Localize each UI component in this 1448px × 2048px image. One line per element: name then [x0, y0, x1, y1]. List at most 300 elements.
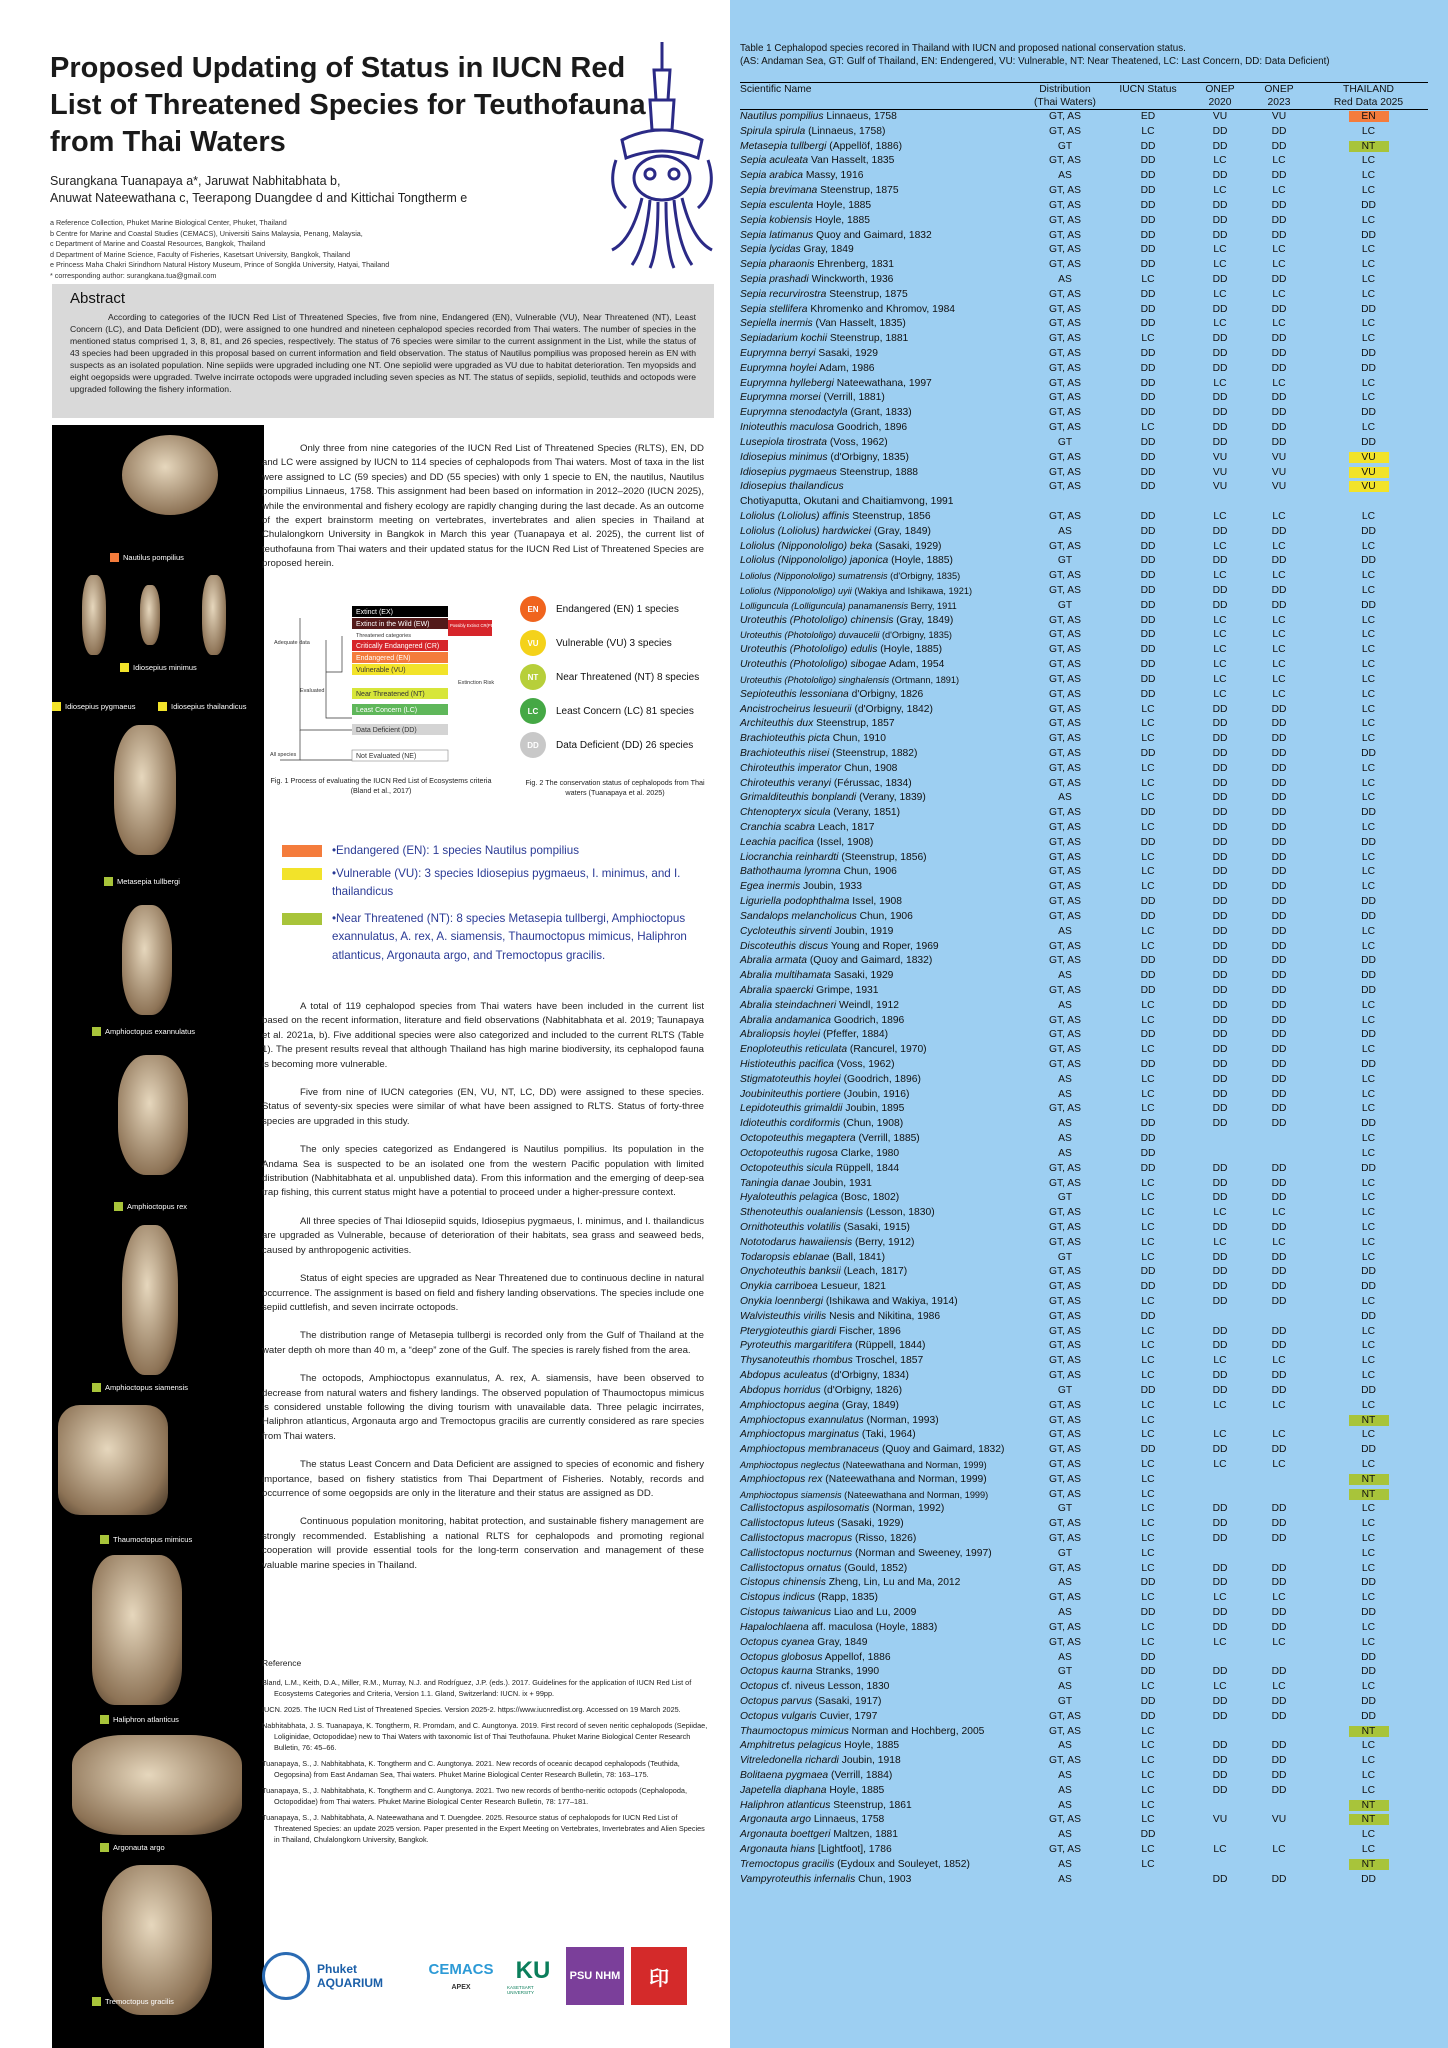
photo-argonauta [72, 1735, 242, 1835]
table-row [740, 717, 1428, 732]
thailand-status-cell: LC [1361, 585, 1376, 596]
distribution-cell: GT, AS [1048, 1458, 1082, 1470]
species-name: Sepia esculenta Hoyle, 1885 [740, 199, 872, 211]
onep-2020-cell: DD [1212, 1607, 1228, 1619]
iucn-status-cell: DD [1140, 303, 1156, 315]
species-name: Uroteuthis (Photololigo) singhalensis (Ortmann, 1891) [740, 674, 960, 685]
photo-caption: Idiosepius minimus [120, 663, 197, 672]
photo-nautilus [122, 435, 218, 515]
partner-logos [262, 1944, 712, 2008]
onep-2020-cell [1191, 1488, 1249, 1503]
photo-metasepia [114, 725, 176, 855]
col-header-onep2020: ONEP [1191, 83, 1249, 97]
distribution-cell: AS [1058, 1133, 1072, 1145]
table-abbreviations: (AS: Andaman Sea, GT: Gulf of Thailand, EN: Endengered, VU: Vulnerable, NT: Near Theatened, LC: Last Concern, DD: Data Deficient) [740, 56, 1330, 67]
col-header-thailand: THAILAND [1309, 83, 1428, 97]
thailand-status-cell: DD [1361, 525, 1376, 537]
onep-2020-cell: DD [1212, 970, 1228, 982]
distribution-cell: GT, AS [1048, 244, 1082, 256]
iucn-status-cell: DD [1140, 747, 1156, 759]
distribution-cell: GT, AS [1048, 747, 1082, 759]
distribution-cell: GT, AS [1048, 984, 1082, 996]
onep-2023-cell: LC [1272, 688, 1286, 700]
distribution-cell: AS [1058, 1770, 1072, 1781]
onep-2020-cell: LC [1213, 644, 1227, 656]
species-name: Stigmatoteuthis hoylei (Goodrich, 1896) [740, 1073, 921, 1085]
table-row [740, 806, 1428, 821]
onep-2023-cell [1249, 1547, 1309, 1562]
table-row [740, 1488, 1428, 1503]
onep-2023-cell: DD [1271, 348, 1287, 359]
table-row [740, 1325, 1428, 1340]
figure-1-iucn-process [270, 600, 520, 776]
onep-2023-cell: LC [1272, 1355, 1286, 1367]
reference-item: IUCN. 2025. The IUCN Red List of Threatened Species. Version 2025-2. https://www.iucnredlist.org. Accessed on 19 March 2025. [262, 1705, 681, 1714]
summary-nt: •Near Threatened (NT): 8 species Metasepia tullbergi, Amphioctopus exannulatus, A. rex, A. siamensis, Thaumoctopus mimicus, Haliphron atlanticus, Argonauta argo, and Tremoctopus gracilis. [332, 911, 687, 962]
onep-2020-cell: DD [1212, 273, 1228, 285]
iucn-status-cell: LC [1141, 1044, 1155, 1056]
distribution-cell: GT [1057, 1251, 1073, 1263]
species-name: Octopus cf. niveus Lesson, 1830 [740, 1681, 890, 1693]
status-summary [282, 842, 712, 965]
onep-2023-cell: DD [1271, 1103, 1287, 1115]
onep-2023-cell: DD [1271, 1740, 1287, 1752]
thailand-status-cell: DD [1361, 896, 1376, 908]
onep-2023-cell: DD [1271, 703, 1287, 715]
iucn-status-cell: DD [1140, 1310, 1156, 1322]
onep-2020-cell: DD [1212, 1251, 1228, 1263]
onep-2023-cell: DD [1271, 140, 1287, 152]
thailand-status-cell: LC [1361, 1207, 1376, 1219]
thailand-status-cell: DD [1361, 229, 1376, 241]
table-row [740, 703, 1428, 718]
photo-amphioctopus-siamensis [122, 1225, 178, 1375]
thailand-status-cell: LC [1361, 866, 1376, 878]
iucn-status-cell: DD [1140, 244, 1156, 256]
distribution-cell: GT, AS [1048, 673, 1082, 685]
affiliations: a Reference Collection, Phuket Marine Biological Center, Phuket, Thailand b Centre for Marine and Coastal Studies (CEMACS), Universiti Sains Malaysia, Penang, Malaysia, c Department of Marine and Coastal Resources, Bangkok, Thailand d Department of Marine Science, Faculty of Fisheries, Kasetsart University, Bangkok, Thailand e Princess Maha Chakri Sirindhorn Natural History Museum, Prince of Songkla University, Hatyai, Thailand * corresponding author: surangkana.tua@gmail.com [50, 218, 390, 280]
reference-item: Bland, L.M., Keith, D.A., Miller, R.M., Murray, N.J. and Rodríguez, J.P. (eds.). 2017. Guidelines for the application of IUCN Red List of Ecosystems Categories and Criteria, Version 1.1. Gland, Switzerland: IUCN. ix + 99pp. [262, 1678, 692, 1698]
onep-2020-cell [1191, 1547, 1249, 1562]
iucn-status-cell: LC [1141, 1473, 1155, 1485]
onep-2020-cell [1191, 1310, 1249, 1325]
distribution-cell: GT, AS [1048, 1221, 1082, 1233]
paragraph: Continuous population monitoring, habitat protection, and sustainable fishery management are strongly recommended. Establishing a national RLTS for cephalopods and promoting regional cooperation will provide essential tools for the long-term conservation and management of these valuable marine species in Thailand. [262, 1516, 704, 1571]
distribution-cell: GT, AS [1048, 1103, 1082, 1115]
box-dd: Data Deficient (DD) [356, 727, 417, 734]
iucn-status-cell: DD [1140, 555, 1156, 567]
onep-2020-cell: LC [1213, 659, 1227, 671]
species-name: Nautilus pompilius Linnaeus, 1758 [740, 111, 897, 122]
onep-2020-cell: DD [1212, 896, 1228, 908]
iucn-status-cell: DD [1140, 229, 1156, 241]
col-header-iucn: IUCN Status [1105, 83, 1191, 97]
onep-2020-cell: LC [1213, 540, 1227, 552]
thailand-status-cell: LC [1361, 1251, 1376, 1263]
distribution-cell: GT, AS [1048, 155, 1082, 167]
iucn-status-cell: DD [1140, 1281, 1156, 1293]
onep-2020-cell: LC [1213, 244, 1227, 256]
table-row [740, 984, 1428, 999]
iucn-status-cell: LC [1141, 1177, 1155, 1189]
distribution-cell: GT, AS [1048, 1533, 1082, 1544]
onep-2023-cell [1249, 1828, 1309, 1843]
thailand-status-cell: LC [1361, 1399, 1376, 1411]
distribution-cell: AS [1058, 1088, 1072, 1100]
legend-dd: DD Data Deficient (DD) 26 species [520, 728, 708, 762]
species-name: Sepia stellifera Khromenko and Khromov, 1984 [740, 303, 956, 315]
page-title: Proposed Updating of Status in IUCN Red List of Threatened Species for Teuthofauna from Thai Waters [50, 52, 646, 158]
distribution-cell: GT, AS [1048, 733, 1082, 745]
species-name: Octopus parvus (Sasaki, 1917) [740, 1695, 882, 1707]
onep-2020-cell: DD [1212, 1073, 1228, 1085]
table-row [740, 436, 1428, 451]
box-cr: Critically Endangered (CR) [356, 643, 440, 650]
thai-emblem-logo [602, 40, 722, 272]
reference-item: Nabhitabhata, J. S. Tuanapaya, K. Tongtherm, R. Promdam, and C. Aungtonya. 2019. First record of seven neritic cephalopods (Sepiidae, Loliginidae, Octopodidae) new to Thai Waters with taxonomic list of Thai Teuthofauna. Phuket Marine Biological Center Research Bulletin, 76: 45–66. [262, 1721, 708, 1752]
onep-2020-cell: LC [1213, 570, 1227, 582]
iucn-status-cell: DD [1140, 288, 1156, 300]
table-row [740, 1710, 1428, 1725]
table-row [740, 421, 1428, 436]
species-name: Sepia arabica Massy, 1916 [740, 170, 864, 182]
onep-2020-cell: DD [1212, 703, 1228, 715]
thailand-status-cell: DD [1361, 1310, 1376, 1322]
onep-2020-cell: DD [1212, 1325, 1228, 1337]
distribution-cell: GT, AS [1048, 392, 1082, 404]
iucn-status-cell: DD [1140, 688, 1156, 700]
distribution-cell: GT [1057, 1695, 1073, 1707]
photo-thaumoctopus [58, 1405, 168, 1515]
thailand-status-cell: DD [1361, 1118, 1376, 1130]
distribution-cell: GT, AS [1048, 1710, 1082, 1722]
distribution-cell: GT, AS [1048, 1296, 1082, 1307]
onep-2023-cell: LC [1272, 1399, 1286, 1411]
species-name: Histioteuthis pacifica (Voss, 1962) [740, 1059, 895, 1070]
thailand-status-cell: DD [1361, 1666, 1376, 1678]
distribution-cell: GT, AS [1048, 1725, 1082, 1737]
onep-2023-cell: DD [1271, 1325, 1287, 1337]
onep-2020-cell: LC [1213, 629, 1227, 641]
species-name: Chiroteuthis imperator Chun, 1908 [740, 762, 898, 774]
thailand-status-cell: LC [1361, 273, 1376, 285]
distribution-cell: GT, AS [1048, 777, 1082, 789]
table-row [740, 599, 1428, 614]
thailand-status-cell: LC [1361, 1355, 1376, 1367]
onep-2023-cell: DD [1271, 792, 1287, 804]
onep-2020-cell: DD [1212, 140, 1228, 152]
species-name: Cycloteuthis sirventi Joubin, 1919 [740, 925, 894, 937]
distribution-cell: GT, AS [1048, 570, 1082, 582]
photo-caption: Haliphron atlanticus [100, 1715, 179, 1724]
thailand-status-cell: VU [1309, 466, 1428, 481]
onep-2020-cell: DD [1212, 747, 1228, 759]
table-row [740, 1310, 1428, 1325]
onep-2020-cell: DD [1212, 881, 1228, 893]
iucn-status-cell: LC [1141, 1592, 1155, 1604]
species-name: Onykia loennbergi (Ishikawa and Wakiya, 1914) [740, 1296, 958, 1307]
iucn-status-cell: DD [1140, 170, 1156, 182]
species-name: Cistopus chinensis Zheng, Lin, Lu and Ma, 2012 [740, 1577, 961, 1589]
col-header-name: Scientific Name [740, 83, 1025, 97]
distribution-cell: GT, AS [1048, 1059, 1082, 1070]
table-row [740, 1813, 1428, 1828]
onep-2023-cell [1249, 495, 1309, 510]
iucn-status-cell: LC [1141, 1725, 1155, 1737]
species-name: Pyroteuthis margaritifera (Rüppell, 1844) [740, 1340, 926, 1352]
distribution-cell: GT, AS [1048, 1207, 1082, 1219]
psu-nhm-logo: PSU NHM [566, 1947, 624, 2005]
onep-2020-cell: DD [1212, 1770, 1228, 1781]
onep-2020-cell: DD [1212, 1755, 1228, 1767]
onep-2020-cell: LC [1213, 1636, 1227, 1648]
iucn-status-cell: LC [1141, 1251, 1155, 1263]
species-name: Loliolus (Nipponololigo) beka (Sasaki, 1929) [740, 540, 942, 552]
distribution-cell: GT, AS [1048, 407, 1082, 419]
table-row [740, 584, 1428, 599]
iucn-status-cell: DD [1140, 1607, 1156, 1619]
species-name: Abraliopsis hoylei (Pfeffer, 1884) [740, 1029, 889, 1041]
iucn-status-cell: DD [1140, 970, 1156, 982]
iucn-status-cell: DD [1140, 1162, 1156, 1174]
iucn-status-cell: DD [1140, 510, 1156, 522]
onep-2023-cell: LC [1272, 510, 1286, 522]
distribution-cell: GT, AS [1048, 1266, 1082, 1278]
thailand-status-cell: DD [1361, 1577, 1376, 1589]
thailand-status-cell: LC [1361, 1621, 1376, 1633]
iucn-status-cell: DD [1140, 525, 1156, 537]
thailand-status-cell: LC [1361, 1044, 1376, 1056]
iucn-status-cell: LC [1141, 1296, 1155, 1307]
distribution-cell: GT, AS [1048, 1844, 1082, 1856]
table-row [740, 525, 1428, 540]
table-row [740, 1739, 1428, 1754]
thailand-status-cell: NT [1309, 1473, 1428, 1488]
onep-2023-cell: DD [1271, 910, 1287, 922]
thailand-status-cell: LC [1361, 940, 1376, 952]
onep-2020-cell: DD [1212, 851, 1228, 863]
box-extinct-wild: Extinct in the Wild (EW) [356, 621, 430, 628]
thailand-status-cell: LC [1361, 1296, 1376, 1307]
onep-2023-cell: LC [1272, 1592, 1286, 1604]
onep-2020-cell: DD [1212, 1784, 1228, 1796]
iucn-status-cell: DD [1140, 1147, 1156, 1159]
distribution-cell: AS [1058, 1829, 1072, 1841]
distribution-cell: AS [1058, 1118, 1072, 1130]
iucn-status-cell: DD [1140, 199, 1156, 211]
onep-2023-cell: LC [1272, 1636, 1286, 1648]
box-nt: Near Threatened (NT) [356, 691, 425, 698]
thailand-status-cell: LC [1361, 510, 1376, 522]
distribution-cell: GT, AS [1048, 1340, 1082, 1352]
species-name: Loliolus (Loliolus) hardwickei (Gray, 1849) [740, 525, 931, 537]
table-row [740, 362, 1428, 377]
threatened-label: Threatened categories [356, 633, 412, 639]
species-name: Euprymna berryi Sasaki, 1929 [740, 348, 878, 359]
distribution-cell: GT, AS [1048, 422, 1082, 434]
onep-2023-cell: LC [1272, 644, 1286, 656]
table-row [740, 777, 1428, 792]
iucn-status-cell: DD [1140, 896, 1156, 908]
iucn-status-cell: LC [1141, 762, 1155, 774]
onep-2023-cell: DD [1271, 229, 1287, 241]
thailand-status-cell: DD [1361, 807, 1376, 819]
onep-2020-cell: LC [1213, 1681, 1227, 1693]
thailand-status-cell: DD [1361, 1651, 1376, 1663]
species-name: Callistoctopus macropus (Risso, 1826) [740, 1533, 917, 1544]
onep-2020-cell [1191, 1147, 1249, 1162]
table-row [740, 1414, 1428, 1429]
thailand-status-cell: LC [1361, 762, 1376, 774]
onep-2023-cell: DD [1271, 1221, 1287, 1233]
distribution-cell: GT, AS [1048, 1755, 1082, 1767]
onep-2023-cell: LC [1272, 1844, 1286, 1856]
thailand-status-cell: DD [1361, 599, 1376, 611]
photo-caption: Thaumoctopus mimicus [100, 1535, 192, 1544]
onep-2020-cell: LC [1213, 510, 1227, 522]
distribution-cell: GT, AS [1048, 822, 1082, 833]
onep-2023-cell: DD [1271, 1518, 1287, 1530]
onep-2020-cell [1191, 1473, 1249, 1488]
thailand-status-cell: LC [1361, 614, 1376, 626]
onep-2020-cell: DD [1212, 199, 1228, 211]
thailand-status-cell: LC [1361, 377, 1376, 389]
table-row [740, 1280, 1428, 1295]
table-row [740, 391, 1428, 406]
onep-2020-cell: DD [1212, 1621, 1228, 1633]
iucn-status-cell: DD [1140, 1651, 1156, 1663]
table-row [740, 762, 1428, 777]
species-name: Ancistrocheirus lesueurii (d'Orbigny, 1842) [740, 703, 933, 715]
thailand-status-cell: LC [1361, 851, 1376, 863]
species-name: Callistoctopus luteus (Sasaki, 1929) [740, 1518, 904, 1530]
onep-2023-cell: DD [1271, 1533, 1287, 1544]
table-row [740, 1443, 1428, 1458]
iucn-status-cell: LC [1141, 1547, 1155, 1559]
distribution-cell: AS [1058, 1651, 1072, 1663]
iucn-status-cell: LC [1141, 866, 1155, 878]
thailand-status-cell: NT [1309, 1799, 1428, 1814]
distribution-cell: AS [1058, 792, 1072, 804]
thailand-status-cell: NT [1309, 140, 1428, 155]
distribution-cell: AS [1058, 1799, 1072, 1811]
iucn-status-cell: DD [1140, 1266, 1156, 1278]
table-row [740, 317, 1428, 332]
table-row [740, 288, 1428, 303]
table-row [740, 1547, 1428, 1562]
onep-2023-cell: DD [1271, 436, 1287, 448]
onep-2023-cell: LC [1272, 318, 1286, 330]
onep-2020-cell: VU [1212, 481, 1228, 493]
onep-2023-cell: DD [1271, 1370, 1287, 1382]
species-name: Octopoteuthis sicula Rüppell, 1844 [740, 1162, 900, 1174]
distribution-cell: AS [1058, 1873, 1072, 1885]
onep-2020-cell: DD [1212, 1666, 1228, 1678]
distribution-cell: GT, AS [1048, 1014, 1082, 1026]
iucn-status-cell: LC [1141, 1621, 1155, 1633]
distribution-cell: GT, AS [1048, 466, 1082, 478]
iucn-status-cell: LC [1141, 1221, 1155, 1233]
onep-2023-cell: DD [1271, 1755, 1287, 1767]
distribution-cell: GT, AS [1048, 614, 1082, 626]
onep-2020-cell: DD [1212, 777, 1228, 789]
photo-caption: Amphioctopus rex [114, 1202, 187, 1211]
iucn-status-cell [1105, 495, 1191, 510]
species-name: Taningia danae Joubin, 1931 [740, 1177, 872, 1189]
onep-2020-cell: DD [1212, 303, 1228, 315]
thailand-status-cell: LC [1361, 1770, 1376, 1781]
table-row [740, 377, 1428, 392]
thailand-status-cell: LC [1361, 1088, 1376, 1100]
paragraph: A total of 119 cephalopod species from Thai waters have been included in the current list based on the recent information, literature and field observations (Nabhitabhata et al. 2019; Taunapaya et al. 2021a, b). Five additional species were also categorized and included to the current RLTS (Table 1). The present results reveal that although Thailand has high marine biodiversity, its cephalopod fauna is becoming more vulnerable. [262, 1001, 704, 1070]
onep-2023-cell: DD [1271, 955, 1287, 967]
iucn-status-cell: LC [1141, 733, 1155, 745]
figure-2-caption: Fig. 2 The conservation status of cephalopods from Thai waters (Tuanapaya et al. 2025) [525, 778, 705, 797]
distribution-cell: GT, AS [1048, 1562, 1082, 1574]
table-row [740, 1043, 1428, 1058]
iucn-status-cell: DD [1140, 836, 1156, 848]
distribution-cell: AS [1058, 999, 1072, 1011]
onep-2020-cell: DD [1212, 1503, 1228, 1515]
table-row [740, 1828, 1428, 1843]
species-name: Octopoteuthis megaptera (Verrill, 1885) [740, 1133, 920, 1145]
onep-2023-cell: LC [1272, 377, 1286, 389]
onep-2023-cell: VU [1271, 466, 1287, 478]
onep-2020-cell: DD [1212, 1340, 1228, 1352]
distribution-cell: GT, AS [1048, 1310, 1082, 1322]
onep-2020-cell: LC [1213, 1207, 1227, 1219]
onep-2023-cell: DD [1271, 1666, 1287, 1678]
table-row [740, 140, 1428, 155]
thailand-status-cell: DD [1361, 1444, 1376, 1456]
species-name: Tremoctopus gracilis (Eydoux and Souleyet, 1852) [740, 1858, 970, 1870]
box-en: Endangered (EN) [356, 655, 411, 662]
species-name: Idioteuthis cordiformis (Chun, 1908) [740, 1118, 904, 1130]
paragraph: The status Least Concern and Data Deficient are assigned to species of economic and fishery importance, based on fishery statistics from Thai Department of Fisheries. Notably, records and occurrence of some oegopsids are only in the literature and their status are assigned as DD. [262, 1459, 704, 1499]
onep-2023-cell: DD [1271, 303, 1287, 315]
thailand-status-cell: DD [1361, 910, 1376, 922]
iucn-status-cell: LC [1141, 1503, 1155, 1515]
thailand-status-cell: NT [1309, 1813, 1428, 1828]
distribution-cell: GT [1057, 1666, 1073, 1678]
reference-item: Tuanapaya, S., J. Nabhitabhata, A. Nateewathana and T. Duengdee. 2025. Resource status of cephalopods for IUCN Red List of Threatened Species: an update 2025 version. Paper presented in the Expert Meeting on Vertebrates, Invertebrates and Alien Species in Thailand, Chulalongkorn University, Bangkok. [262, 1813, 705, 1844]
onep-2023-cell: DD [1271, 170, 1287, 182]
distribution-cell: GT, AS [1048, 659, 1082, 671]
photo-caption: Amphioctopus siamensis [92, 1383, 188, 1392]
onep-2023-cell: LC [1272, 1429, 1286, 1441]
thailand-status-cell: LC [1361, 777, 1376, 789]
table-row [740, 1858, 1428, 1873]
distribution-cell: GT, AS [1048, 1355, 1082, 1367]
thailand-status-cell: DD [1361, 1281, 1376, 1293]
thailand-status-cell: LC [1361, 1755, 1376, 1767]
species-name: Uroteuthis (Photololigo) duvaucelii (d'Orbigny, 1835) [740, 630, 952, 641]
onep-2020-cell: DD [1212, 1162, 1228, 1174]
onep-2020-cell: VU [1212, 1814, 1228, 1826]
thailand-status-cell: DD [1361, 747, 1376, 759]
distribution-cell: GT, AS [1048, 1281, 1082, 1293]
photo-idiosepius [82, 575, 106, 655]
iucn-status-cell: DD [1140, 1829, 1156, 1841]
thailand-status-cell: DD [1361, 407, 1376, 419]
distribution-cell: GT, AS [1048, 1429, 1082, 1441]
abstract-heading: Abstract [70, 290, 126, 307]
species-name: Loliolus (Nipponololigo) sumatrensis (d'Orbigny, 1835) [740, 571, 961, 582]
thailand-status-cell: NT [1309, 1858, 1428, 1873]
reference-item: Tuanapaya, S., J. Nabhitabhata, K. Tongtherm and C. Aungtonya. 2021. New records of oceanic decapod cephalopods (Teuthida, Oegopsina) from East Andaman Sea, Thai waters. Phuket Marine Biological Center Research Bulletin, 78: 163–175. [262, 1759, 680, 1779]
iucn-status-cell: DD [1140, 1133, 1156, 1145]
onep-2020-cell: DD [1212, 1044, 1228, 1056]
